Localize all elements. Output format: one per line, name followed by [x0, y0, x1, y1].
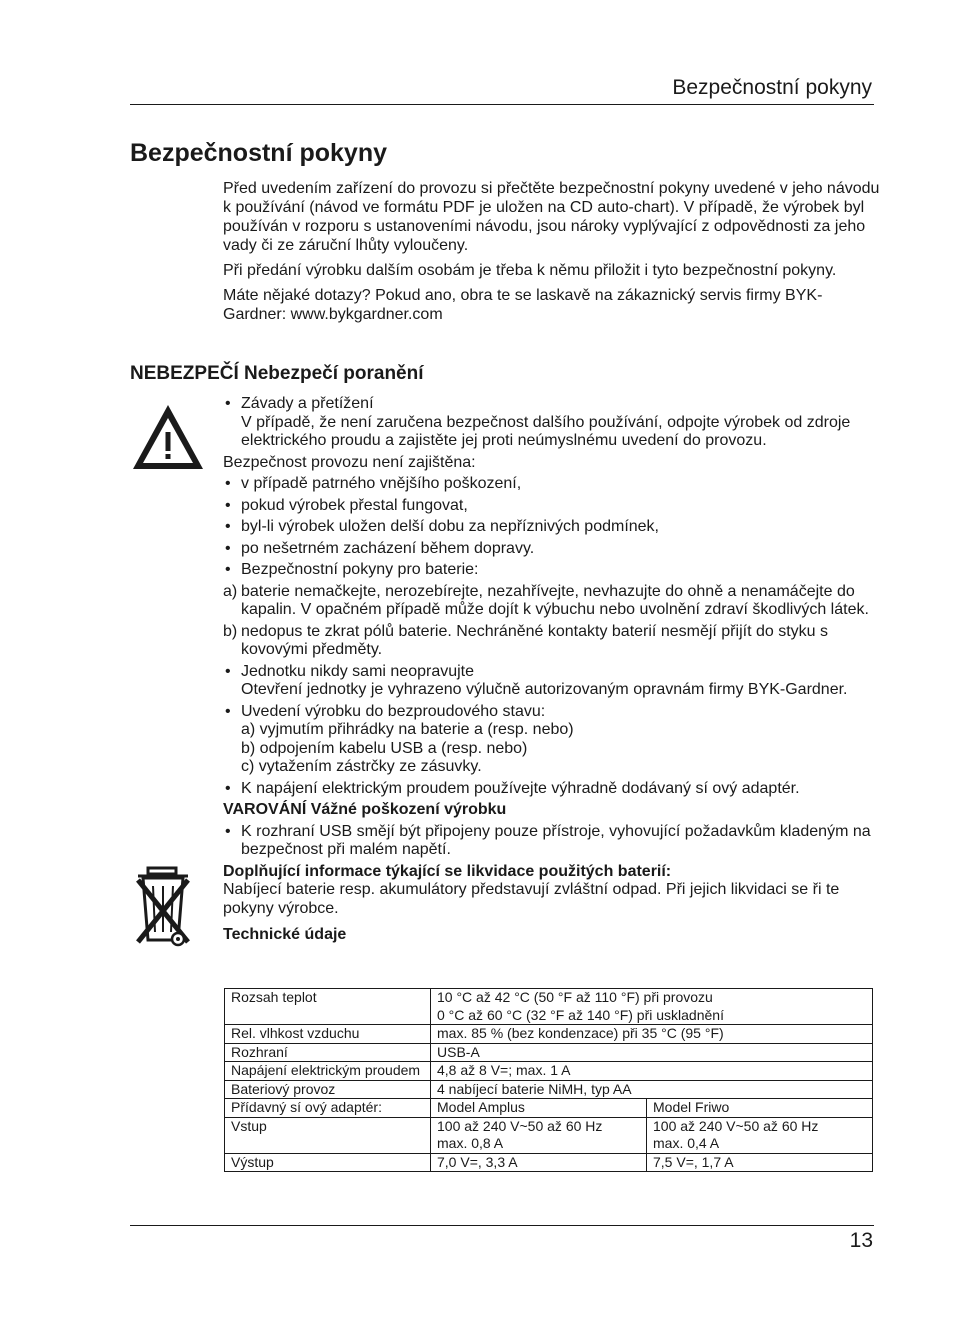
intro-paragraph: Máte nějaké dotazy? Pokud ano, obra te se laskavě na zákaznický servis firmy BYK-Gardner: www.bykgardner.com — [223, 287, 823, 323]
item-title: Jednotku nikdy sami neopravujte — [241, 662, 475, 680]
cell-line: 100 až 240 V~50 až 60 Hz — [437, 1117, 603, 1134]
list-item — [223, 703, 883, 777]
item-text: K rozhraní USB smějí být připojeny pouze přístroje, vyhovující požadavkům kladeným na bezpečnost při malém napětí. — [241, 822, 871, 858]
cell-line: 100 až 240 V~50 až 60 Hz — [653, 1117, 819, 1134]
running-header: Bezpečnostní pokyny — [672, 76, 872, 99]
intro-text — [223, 179, 883, 330]
cell-line: 0 °C až 60 °C (32 °F až 140 °F) při uskladnění — [437, 1006, 724, 1023]
crossed-out-bin-icon — [134, 866, 192, 948]
warning-triangle-icon — [131, 403, 205, 471]
table-cell: USB-A — [431, 1043, 873, 1062]
item-text: V případě, že není zaručena bezpečnost dalšího používání, odpojte výrobek od zdroje elektrického proudu a zajistěte jej proti neúmyslnému uvedení do provozu. — [241, 413, 851, 449]
bullet: • — [225, 496, 231, 514]
item-title: Závady a přetížení — [241, 395, 374, 412]
bullet: • — [225, 539, 231, 557]
table-cell: Model Amplus — [431, 1099, 647, 1118]
item-text: byl-li výrobek uložen delší dobu za nepříznivých podmínek, — [241, 518, 659, 535]
page-title: Bezpečnostní pokyny — [130, 139, 387, 167]
item-text: a) vyjmutím přihrádky na baterie a (resp. nebo) — [241, 721, 574, 738]
bullet: • — [225, 779, 231, 797]
item-text: c) vytažením zástrčky ze zásuvky. — [241, 758, 482, 775]
list-item — [223, 823, 883, 860]
table-cell: Rel. vlhkost vzduchu — [225, 1025, 431, 1044]
table-cell: Napájení elektrickým proudem — [225, 1062, 431, 1081]
specs-table — [224, 988, 873, 1172]
table-cell — [431, 989, 873, 1025]
bullet: • — [225, 561, 231, 578]
table-cell: Vstup — [225, 1117, 431, 1153]
bullet: • — [225, 475, 231, 492]
list-item — [223, 540, 883, 559]
table-cell — [431, 1117, 647, 1153]
table-cell: Rozsah teplot — [225, 989, 431, 1025]
table-row — [225, 1153, 873, 1172]
item-marker: b) — [223, 622, 238, 640]
table-row — [225, 1117, 873, 1153]
table-row — [225, 989, 873, 1025]
bullet: • — [225, 395, 231, 412]
table-cell — [647, 1117, 873, 1153]
warning-heading: VAROVÁNÍ Vážné poškození výrobku — [223, 801, 507, 818]
list-item — [223, 497, 883, 516]
table-row — [225, 1099, 873, 1118]
table-row — [225, 1043, 873, 1062]
list-item — [223, 395, 883, 451]
table-cell: Výstup — [225, 1153, 431, 1172]
item-text: pokud výrobek přestal fungovat, — [241, 496, 468, 514]
bullet: • — [225, 822, 231, 840]
specs-title: Technické údaje — [223, 926, 347, 943]
footer-rule — [130, 1225, 874, 1226]
table-row — [225, 1062, 873, 1081]
cell-line: max. 0,8 A — [437, 1135, 504, 1151]
table-cell: max. 85 % (bez kondenzace) při 35 °C (95 °F) — [431, 1025, 873, 1044]
item-text: nedopus te zkrat pólů baterie. Nechráněné kontakty baterií nesmějí přijít do styku s kovovými předměty. — [241, 622, 828, 658]
table-cell: Rozhraní — [225, 1043, 431, 1062]
item-marker: a) — [223, 582, 238, 600]
cell-line: 10 °C až 42 °C (50 °F až 110 °F) při provozu — [437, 989, 713, 1005]
intro-paragraph: Před uvedením zařízení do provozu si přečtěte bezpečnostní pokyny uvedené v jeho návodu k používání (návod ve formátu PDF je uložen na CD auto-chart). V případě, že výrobek byl používán v rozporu s ustanoveními návodu, jsou nároky vyplývající z odpovědnosti za jeho vady či ze záruční lhůty vyloučeny. — [223, 180, 880, 254]
list-item — [223, 780, 883, 799]
table-cell: 4 nabíjecí baterie NiMH, typ AA — [431, 1080, 873, 1099]
table-cell: Model Friwo — [647, 1099, 873, 1118]
header-rule — [130, 104, 874, 105]
list-item — [223, 475, 883, 494]
table-cell: 4,8 až 8 V=; max. 1 A — [431, 1062, 873, 1081]
table-cell: 7,0 V=, 3,3 A — [431, 1153, 647, 1172]
list-item — [223, 623, 883, 660]
table-cell: 7,5 V=, 1,7 A — [647, 1153, 873, 1172]
item-text: b) odpojením kabelu USB a (resp. nebo) — [241, 739, 528, 757]
list-item — [223, 663, 883, 700]
item-title: Uvedení výrobku do bezproudového stavu: — [241, 702, 546, 720]
danger-heading: NEBEZPEČÍ Nebezpečí poranění — [130, 363, 424, 384]
cell-line: max. 0,4 A — [653, 1135, 720, 1151]
table-row — [225, 1080, 873, 1099]
bullet: • — [225, 702, 231, 720]
table-row — [225, 1025, 873, 1044]
bullet: • — [225, 518, 231, 535]
list-item — [223, 583, 883, 620]
safety-content — [223, 395, 883, 945]
page-number: 13 — [849, 1229, 873, 1252]
list-item — [223, 518, 883, 537]
table-cell: Bateriový provoz — [225, 1080, 431, 1099]
table-cell: Přídavný sí ový adaptér: — [225, 1099, 431, 1118]
not-safe-label: Bezpečnost provozu není zajištěna: — [223, 453, 476, 471]
intro-paragraph: Při předání výrobku dalším osobám je třeba k němu přiložit i tyto bezpečnostní pokyny. — [223, 262, 837, 279]
item-text: po nešetrném zacházení během dopravy. — [241, 539, 535, 557]
bullet: • — [225, 662, 231, 680]
disposal-heading: Doplňující informace týkající se likvidace použitých baterií: — [223, 862, 672, 880]
item-text: Bezpečnostní pokyny pro baterie: — [241, 561, 479, 578]
item-text: v případě patrného vnějšího poškození, — [241, 475, 522, 492]
item-text: Otevření jednotky je vyhrazeno výlučně autorizovaným opravnám firmy BYK-Gardner. — [241, 681, 848, 698]
disposal-text: Nabíjecí baterie resp. akumulátory představují zvláštní odpad. Při jejich likvidaci se ři te pokyny výrobce. — [223, 881, 840, 917]
list-item — [223, 561, 883, 580]
item-text: K napájení elektrickým proudem používejte výhradně dodávaný sí ový adaptér. — [241, 779, 800, 797]
item-text: baterie nemačkejte, nerozebírejte, nezahřívejte, nevhazujte do ohně a nenamáčejte do kapalin. V opačném případě může dojít k výbuchu nebo uvolnění zdraví škodlivých látek. — [241, 582, 869, 618]
